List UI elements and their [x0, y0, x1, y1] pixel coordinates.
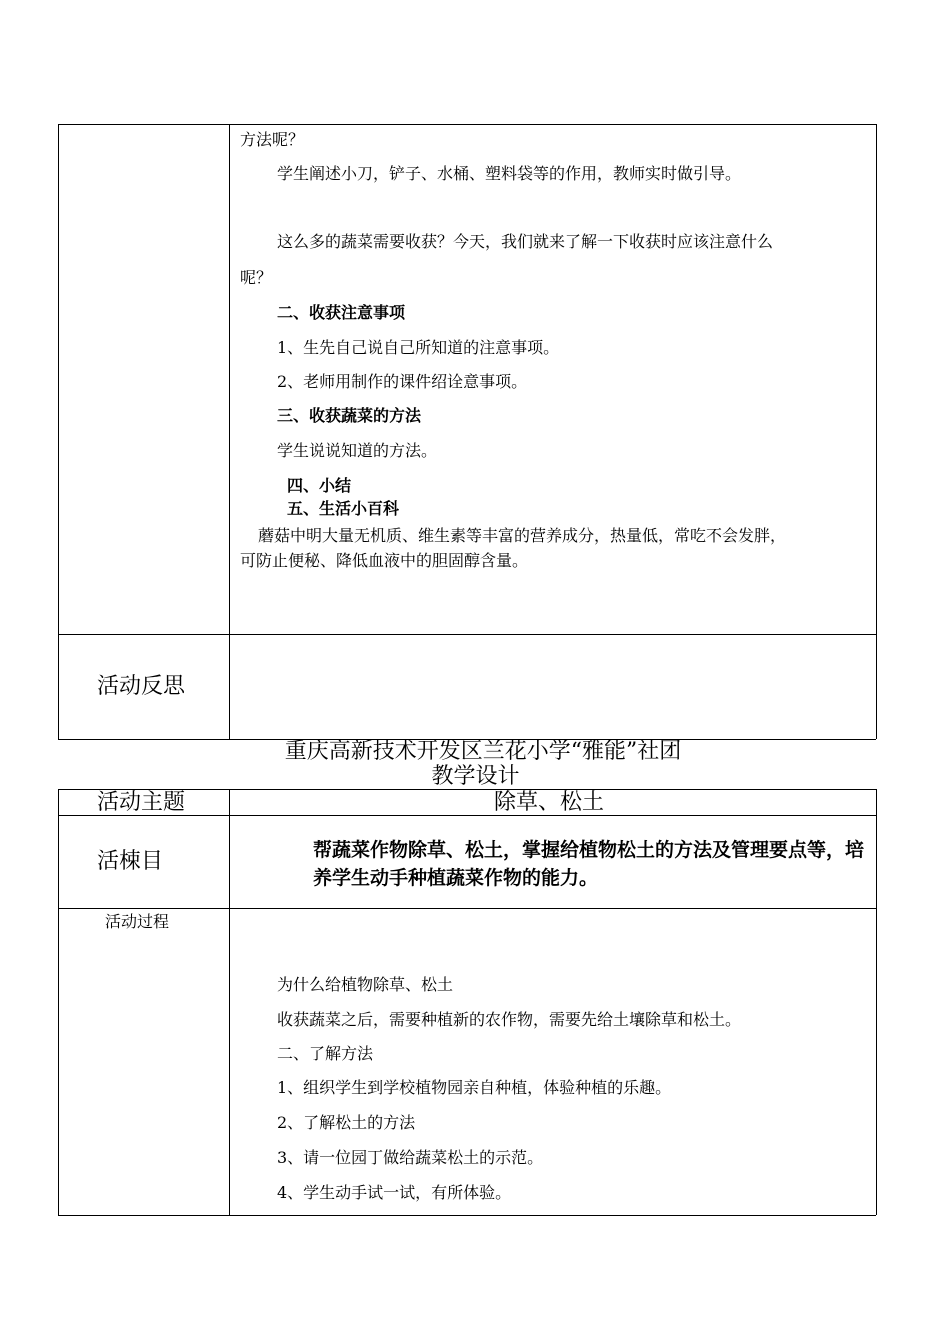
section-4-heading: 四、小结 [287, 476, 352, 495]
content-line-3: 这么多的蔬菜需要收获？今天，我们就来了解一下收获时应该注意什么 [277, 232, 774, 251]
process-line-1: 为什么给植物除草、松土 [277, 975, 454, 994]
process-line-5: 2、了解松土的方法 [277, 1113, 416, 1132]
section-5-text-line-1: 蘑菇中明大量无机质、维生素等丰富的营养成分，热量低，常吃不会发胖， [258, 526, 787, 545]
table-2-left-border [58, 789, 59, 1215]
content-line-2: 学生阐述小刀，铲子、水桶、塑料袋等的作用，教师实时做引导。 [277, 164, 742, 183]
theme-label: 活动主题 [97, 790, 186, 815]
goal-text: 帮蔬菜作物除草、松土，掌握给植物松土的方法及管理要点等，培养学生动手种植蔬菜作物的能力。 [313, 839, 865, 889]
section-5-text-line-2: 可防止便秘、降低血液中的胆固醇含量。 [240, 551, 529, 570]
section-2-heading: 二、收获注意事项 [277, 303, 406, 322]
section-2-item-2: 2、老师用制作的课件绍诠意事项。 [277, 372, 528, 391]
table-2-right-border [876, 789, 877, 1215]
reflection-label: 活动反思 [97, 674, 186, 699]
process-line-2: 收获蔬菜之后，需要种植新的农作物，需要先给土壤除草和松土。 [277, 1010, 742, 1029]
table-1-right-border [876, 124, 877, 739]
content-line-4: 呢？ [240, 268, 273, 287]
theme-value: 除草、松土 [494, 790, 605, 815]
process-line-6: 3、请一位园丁做给蔬菜松土的示范。 [277, 1148, 544, 1167]
process-label: 活动过程 [105, 912, 170, 931]
section-3-heading: 三、收获蔬菜的方法 [277, 406, 422, 425]
table-1-left-border [58, 124, 59, 739]
table-2-row-divider-2 [58, 908, 876, 909]
goal-label: 活梀目 [97, 849, 164, 874]
content-line-1: 方法呢？ [240, 130, 305, 149]
document-subtitle: 教学设计 [431, 764, 520, 789]
table-2-column-divider [229, 789, 230, 1215]
process-line-3: 二、了解方法 [277, 1044, 374, 1063]
table-2-bottom-border [58, 1215, 876, 1216]
table-1-column-divider [229, 124, 230, 739]
table-1-row-divider [58, 634, 876, 635]
section-2-item-1: 1、生先自己说自己所知道的注意事项。 [277, 338, 560, 357]
section-5-heading: 五、生活小百科 [287, 499, 400, 518]
document-title: 重庆高新技术开发区兰花小学“雅能”社团 [284, 739, 682, 764]
section-3-text: 学生说说知道的方法。 [277, 441, 438, 460]
process-line-7: 4、学生动手试一试，有所体验。 [277, 1183, 512, 1202]
table-1-top-border [58, 124, 876, 125]
process-line-4: 1、组织学生到学校植物园亲自种植，体验种植的乐趣。 [277, 1078, 672, 1097]
